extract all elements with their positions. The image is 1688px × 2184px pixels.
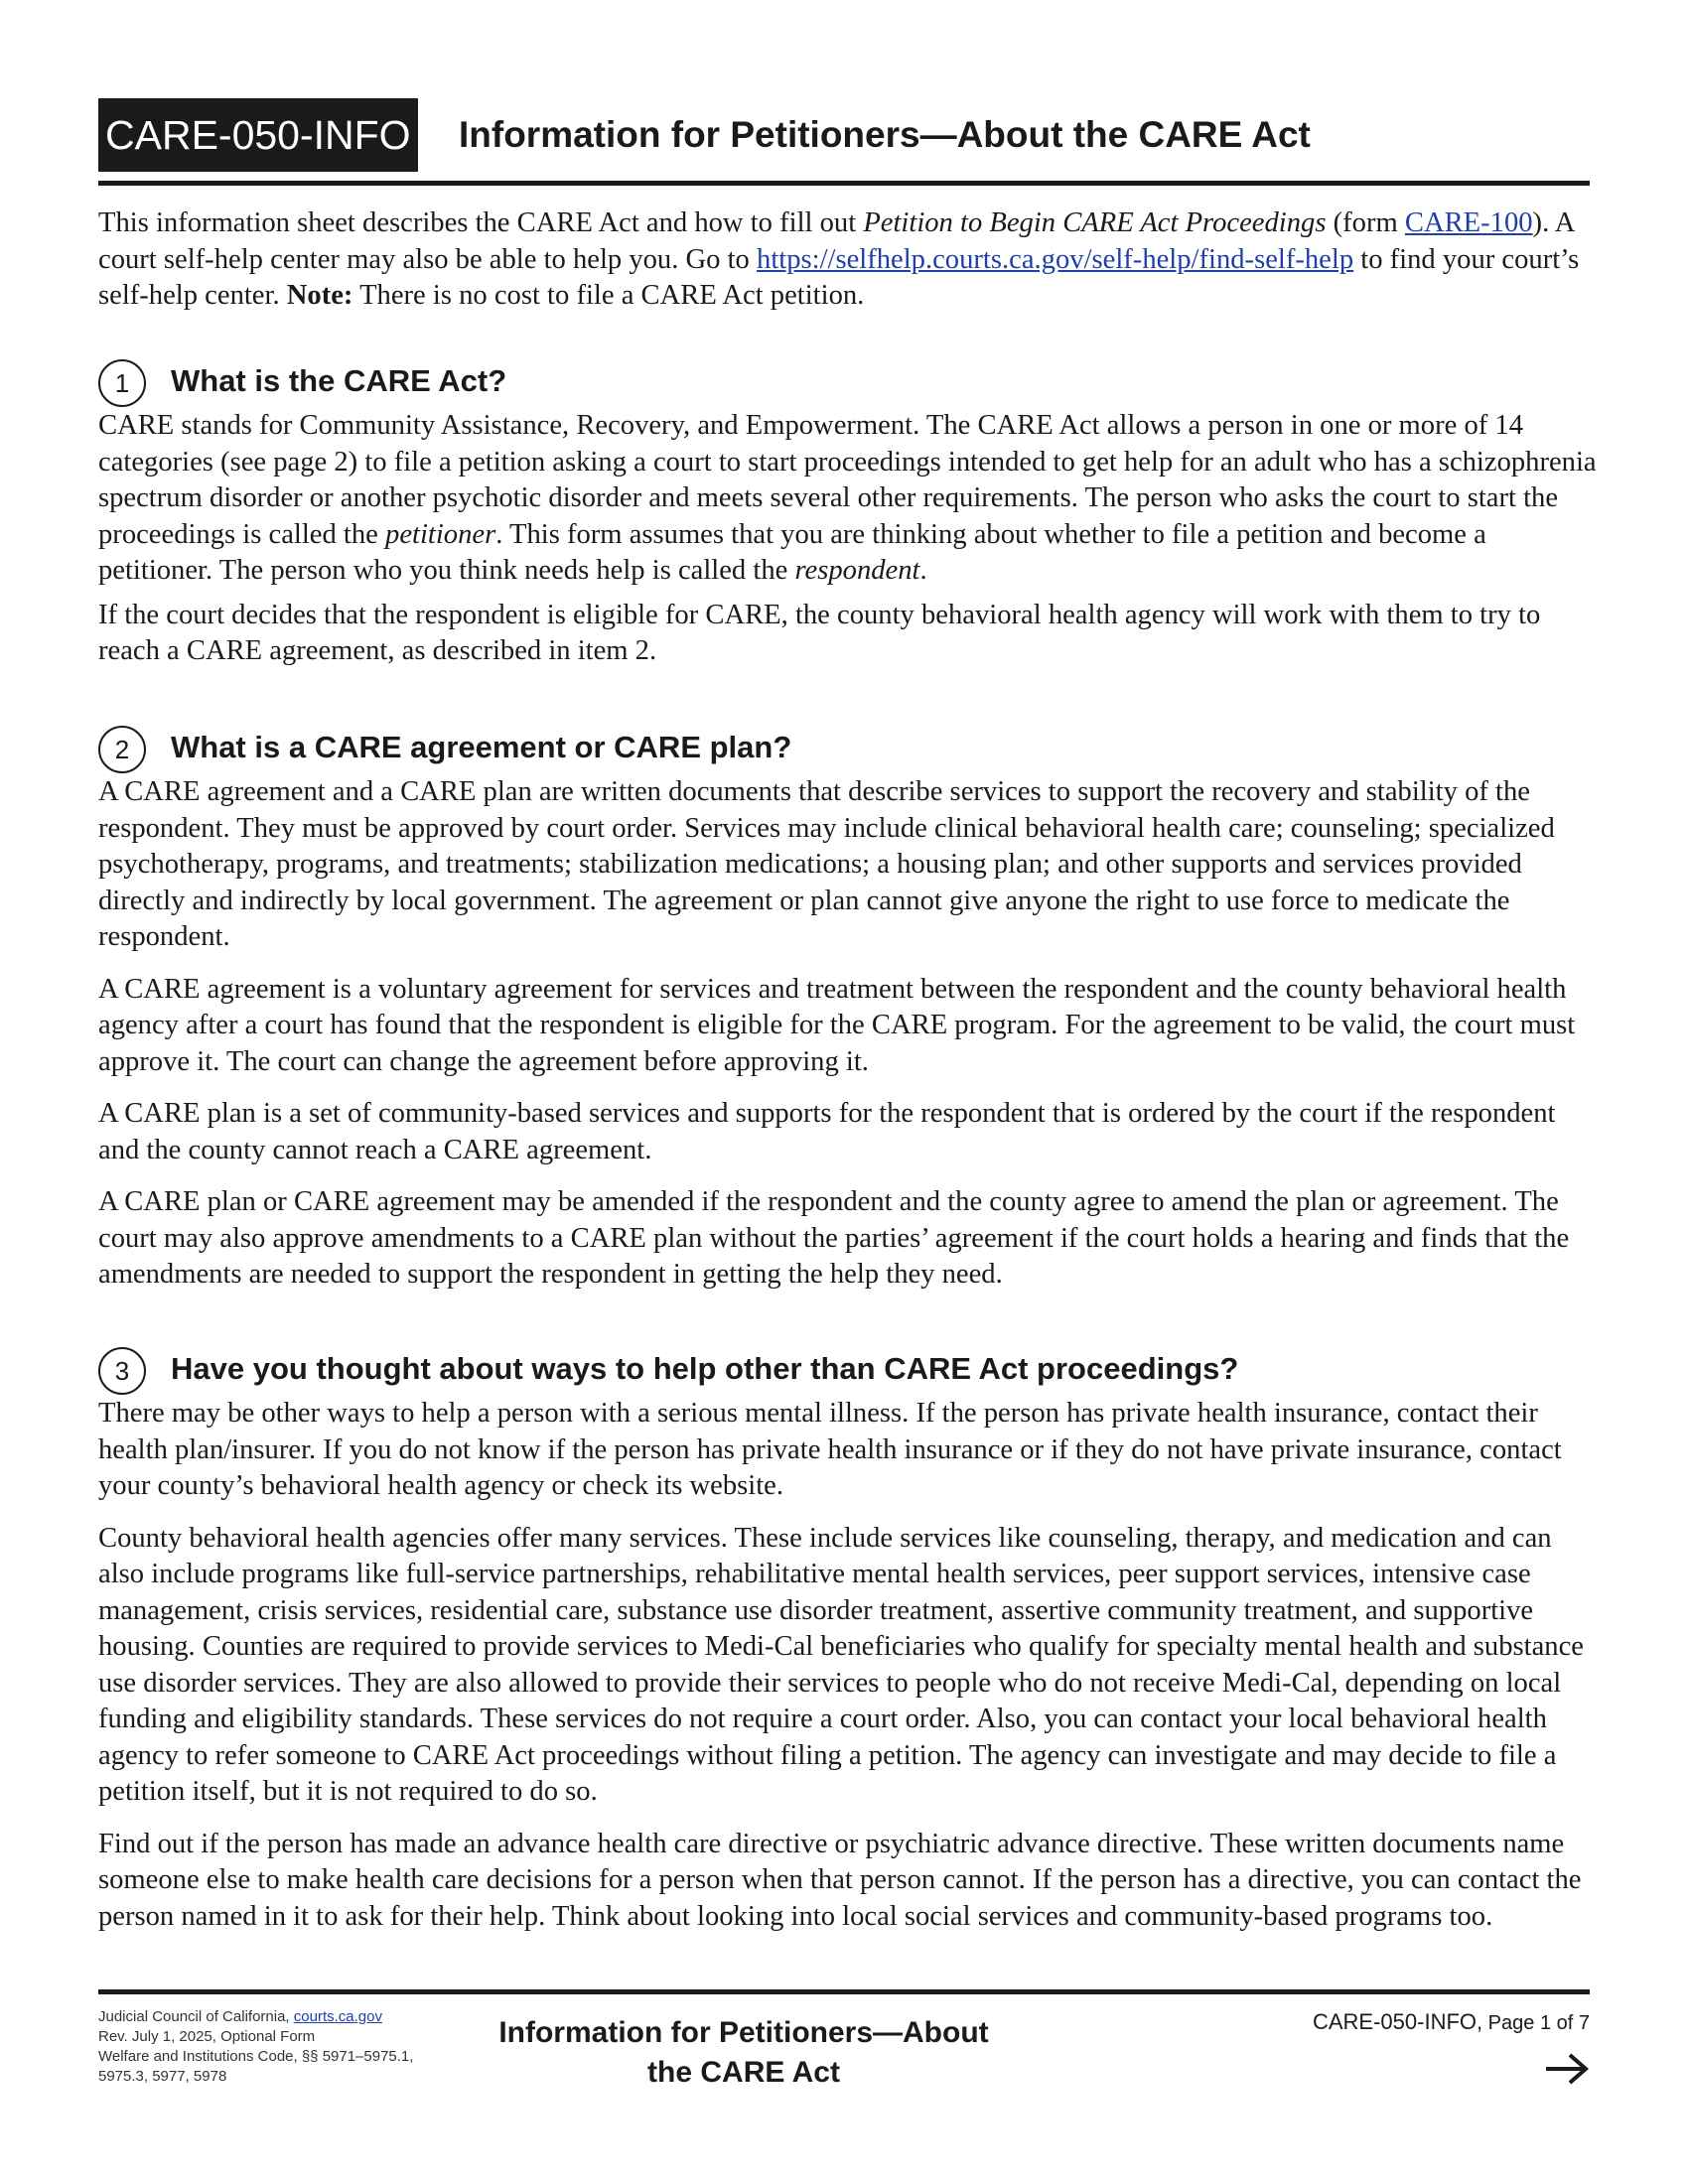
section-number-badge: 1 xyxy=(98,359,146,407)
footer-form-id: CARE-050-INFO, xyxy=(1312,2009,1483,2034)
section-paragraph: CARE stands for Community Assistance, Recovery, and Empowerment. The CARE Act allows a person in one or more of 14 categories (see page 2) to file a petition asking a court to start proceedings intended to get help for an adult who has a schizophrenia spectrum disorder or another psychotic disorder and meets several other requirements. The person who asks the court to start the proceedings is called the petitioner. This form assumes that you are thinking about whether to file a petition and become a petitioner. The person who you think needs help is called the respondent. xyxy=(98,410,1597,586)
section-heading xyxy=(98,355,1598,407)
courts-site-link[interactable]: courts.ca.gov xyxy=(293,2008,382,2025)
section-paragraph: A CARE agreement is a voluntary agreement for services and treatment between the respondent and the county behavioral health agency after a court has found that the respondent is eligible for the CARE program. For the agreement to be valid, the court must approve it. The court can change the agreement before approving it. xyxy=(98,973,1576,1077)
section-paragraph: A CARE plan is a set of community-based services and supports for the respondent that is ordered by the court if the respondent and the county cannot reach a CARE agreement. xyxy=(98,1098,1556,1165)
note-label: Note: xyxy=(286,280,353,311)
footer-rule xyxy=(98,1989,1590,1994)
footer-legal-info: Judicial Council of California, courts.ca.gov Rev. July 1, 2025, Optional Form Welfare and Institutions Code, §§ 5971–5975.1, 5975.3, 5977, 5978 xyxy=(98,2007,495,2087)
page-number: Page 1 of 7 xyxy=(1482,2012,1590,2034)
section-title: What is the CARE Act? xyxy=(171,363,507,398)
section-title: Have you thought about ways to help other than CARE Act proceedings? xyxy=(171,1351,1239,1386)
section-2 xyxy=(98,722,1598,1309)
form-footer xyxy=(98,1997,1590,2107)
section-paragraph: If the court decides that the respondent is eligible for CARE, the county behavioral health agency will work with them to try to reach a CARE agreement, as described in item 2. xyxy=(98,599,1541,666)
statute-citation-cont: 5975.3, 5977, 5978 xyxy=(98,2068,227,2085)
section-heading xyxy=(98,722,1598,773)
self-help-center-link[interactable]: https://selfhelp.courts.ca.gov/self-help/find-self-help xyxy=(757,243,1354,275)
section-1 xyxy=(98,355,1598,686)
section-paragraph: A CARE plan or CARE agreement may be amended if the respondent and the county agree to amend the plan or agreement. The court may also approve amendments to a CARE plan without the parties’ agreement if the court holds a hearing and finds that the amendments are needed to support the respondent in getting the help they need. xyxy=(98,1186,1570,1290)
section-title: What is a CARE agreement or CARE plan? xyxy=(171,730,792,764)
form-id-badge: CARE-050-INFO xyxy=(98,98,418,172)
section-3 xyxy=(98,1343,1598,1951)
section-heading xyxy=(98,1343,1598,1395)
section-paragraph: There may be other ways to help a person with a serious mental illness. If the person has private health insurance, contact their health plan/insurer. If you do not know if the person has private health insurance or if they do not have private insurance, contact your county’s behavioral health agency or check its website. xyxy=(98,1398,1562,1501)
section-paragraph: County behavioral health agencies offer many services. These include services like counseling, therapy, and medication and can also include programs like full-service partnerships, rehabilitative mental health services, peer support services, intensive case management, crisis services, residential care, substance use disorder treatment, assertive community treatment, and supportive housing. Counties are required to provide services to Medi-Cal beneficiaries who qualify for specialty mental health and substance use disorder services. They are also allowed to provide their services to people who do not receive Medi-Cal, depending on local funding and eligibility standards. These services do not require a court order. Also, you can contact your local behavioral health agency to refer someone to CARE Act proceedings without filing a petition. The agency can investigate and may decide to file a petition itself, but it is not required to do so. xyxy=(98,1522,1584,1807)
footer-title: Information for Petitioners—About the CARE Act xyxy=(498,2016,989,2089)
statute-citation: Welfare and Institutions Code, §§ 5971–5975.1, xyxy=(98,2048,414,2065)
section-paragraph: Find out if the person has made an advance health care directive or psychiatric advance directive. These written documents name someone else to make health care decisions for a person when that person cannot. If the person has a directive, you can contact the person named in it to ask for their help. Think about looking into local social services and community-based programs too. xyxy=(98,1828,1582,1932)
page-title: Information for Petitioners—About the CARE Act xyxy=(459,114,1311,155)
section-number-badge: 2 xyxy=(98,726,146,773)
arrow-right-icon[interactable] xyxy=(1544,2049,1590,2089)
intro-paragraph: This information sheet describes the CARE Act and how to fill out Petition to Begin CARE Act Proceedings (form CARE-100). A court self-help center may also be able to help you. Go to https://selfhelp.courts.ca.gov/self-help/find-self-help to find your court’s self-help center. Note: There is no cost to file a CARE Act petition. xyxy=(98,207,1580,311)
document-page xyxy=(98,0,1597,2184)
section-paragraph: A CARE agreement and a CARE plan are written documents that describe services to support the recovery and stability of the respondent. They must be approved by court order. Services may include clinical behavioral health care; counseling; specialized psychotherapy, programs, and treatments; stabilization medications; a housing plan; and other supports and services provided directly and indirectly by local government. The agreement or plan cannot give anyone the right to use force to medicate the respondent. xyxy=(98,776,1555,952)
page-indicator xyxy=(1313,2009,1590,2035)
care-100-form-link[interactable]: CARE-100 xyxy=(1404,207,1533,238)
section-number-badge: 3 xyxy=(98,1347,146,1395)
header-rule xyxy=(98,181,1590,186)
revision-date: Rev. July 1, 2025, Optional Form xyxy=(98,2028,316,2045)
form-header xyxy=(98,98,1590,172)
